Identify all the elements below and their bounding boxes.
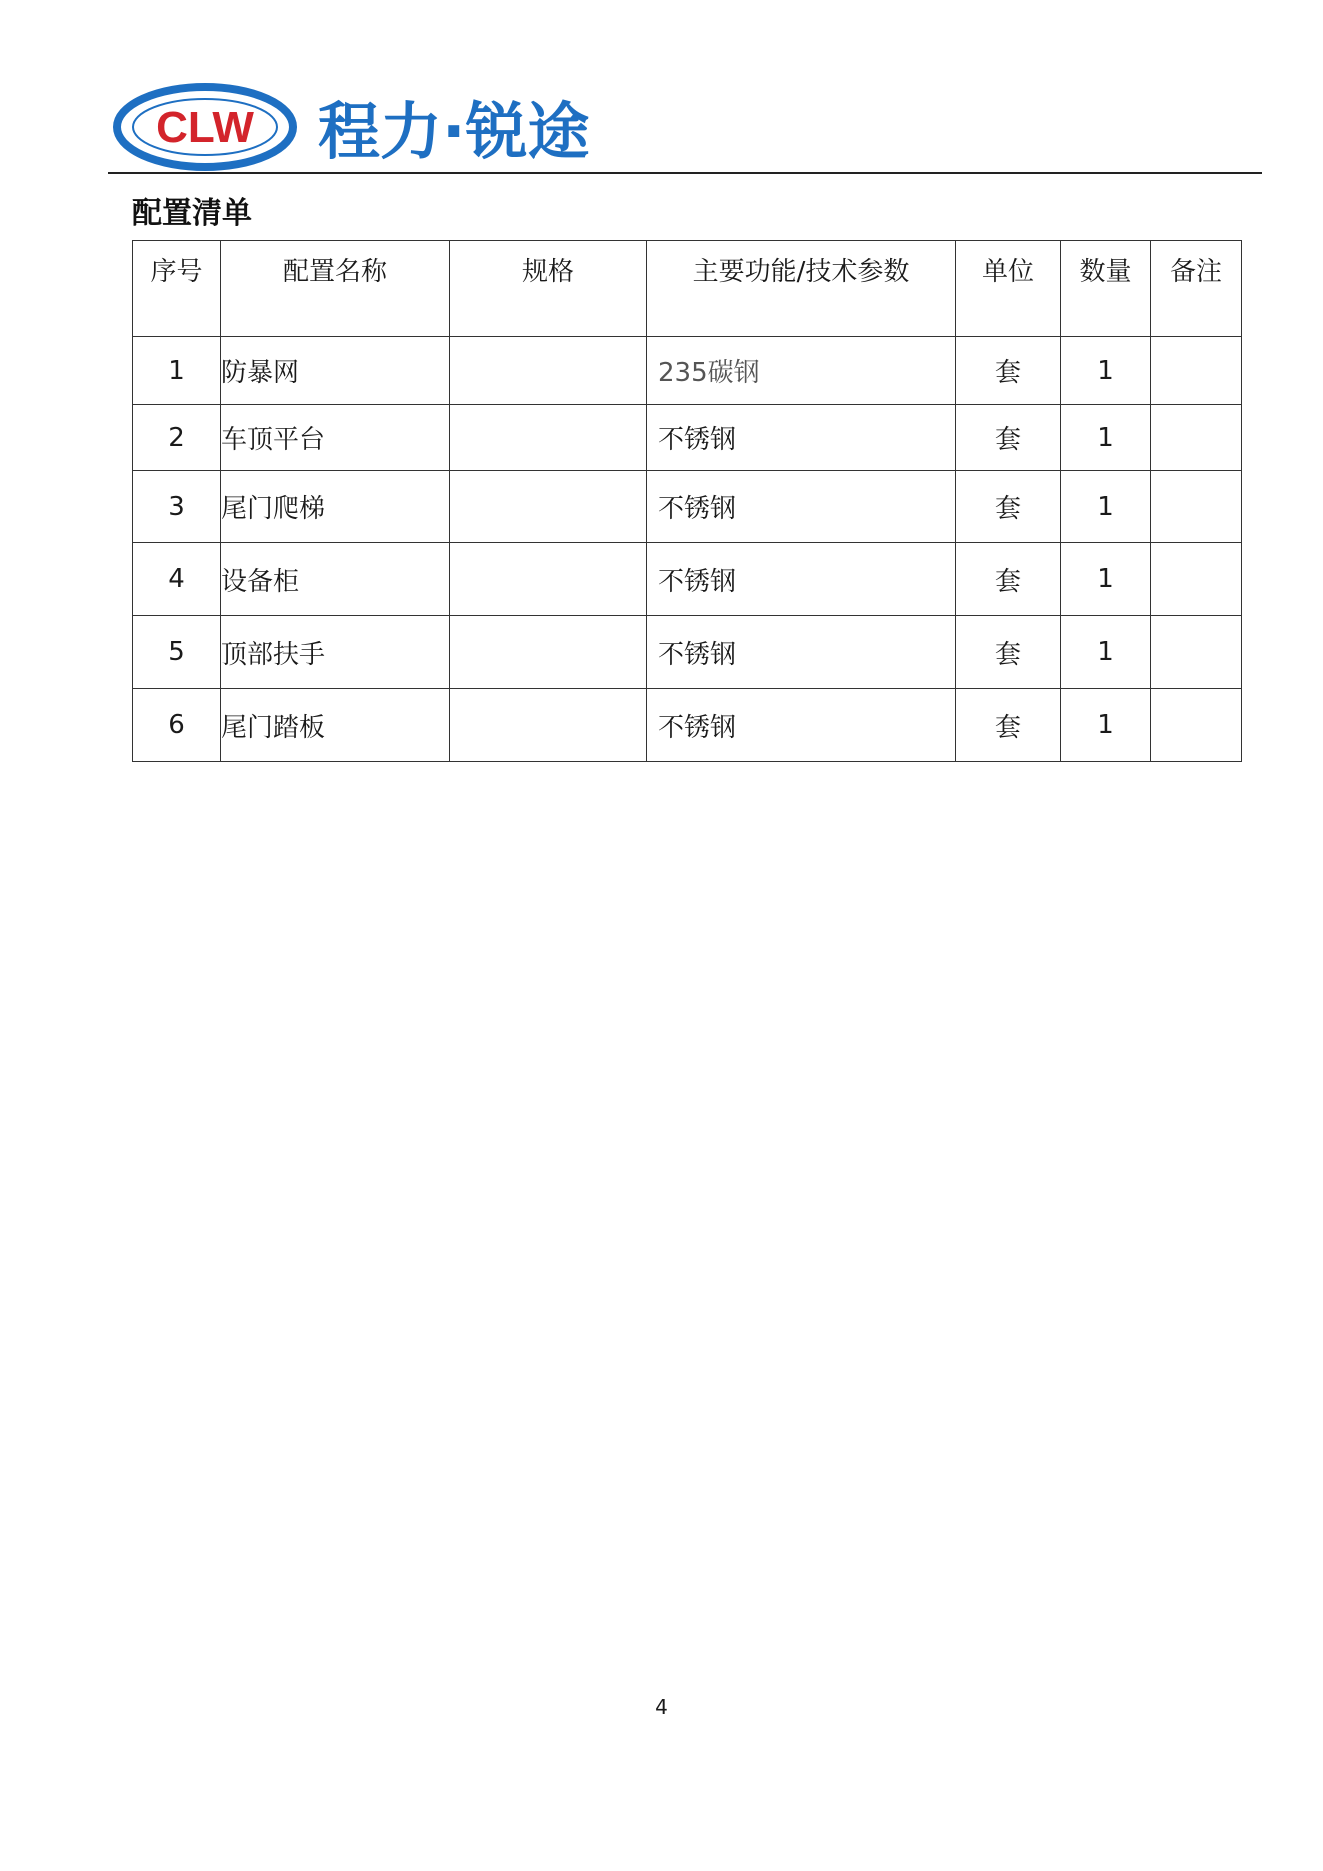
brand-name: 程力·锐途 [318,95,590,168]
cell-func: 235碳钢 [647,337,956,405]
cell-qty: 1 [1061,616,1151,689]
cell-func: 不锈钢 [647,405,956,471]
clw-logo [110,80,670,175]
table-row [133,543,1242,616]
cell-note [1151,616,1242,689]
cell-qty: 1 [1061,471,1151,543]
logo-text: CLW [156,103,254,152]
cell-unit: 套 [956,689,1061,762]
table-row [133,471,1242,543]
header-name: 配置名称 [221,241,450,337]
table-row [133,689,1242,762]
cell-note [1151,337,1242,405]
cell-func: 不锈钢 [647,471,956,543]
cell-no: 1 [133,337,221,405]
header-func: 主要功能/技术参数 [647,241,956,337]
header-no: 序号 [133,241,221,337]
cell-unit: 套 [956,405,1061,471]
cell-spec [450,616,647,689]
cell-func: 不锈钢 [647,689,956,762]
cell-note [1151,543,1242,616]
cell-no: 4 [133,543,221,616]
header-note: 备注 [1151,241,1242,337]
header-spec: 规格 [450,241,647,337]
cell-name: 尾门爬梯 [221,471,450,543]
cell-name: 车顶平台 [221,405,450,471]
page-header [110,80,1260,180]
cell-note [1151,405,1242,471]
cell-note [1151,689,1242,762]
cell-func: 不锈钢 [647,616,956,689]
cell-name: 防暴网 [221,337,450,405]
cell-qty: 1 [1061,405,1151,471]
table-row [133,337,1242,405]
cell-spec [450,543,647,616]
cell-qty: 1 [1061,689,1151,762]
cell-qty: 1 [1061,543,1151,616]
cell-spec [450,405,647,471]
header-divider [108,172,1262,174]
cell-no: 5 [133,616,221,689]
cell-note [1151,471,1242,543]
config-table [132,240,1242,762]
cell-spec [450,471,647,543]
cell-spec [450,337,647,405]
cell-unit: 套 [956,543,1061,616]
cell-no: 6 [133,689,221,762]
cell-name: 设备柜 [221,543,450,616]
cell-qty: 1 [1061,337,1151,405]
cell-unit: 套 [956,337,1061,405]
cell-name: 顶部扶手 [221,616,450,689]
table-row [133,405,1242,471]
page-number: 4 [655,1695,668,1719]
cell-name: 尾门踏板 [221,689,450,762]
cell-spec [450,689,647,762]
table-header-row [133,241,1242,337]
cell-unit: 套 [956,616,1061,689]
header-unit: 单位 [956,241,1061,337]
cell-unit: 套 [956,471,1061,543]
header-qty: 数量 [1061,241,1151,337]
cell-func: 不锈钢 [647,543,956,616]
cell-no: 3 [133,471,221,543]
table-row [133,616,1242,689]
section-title: 配置清单 [132,196,252,231]
cell-no: 2 [133,405,221,471]
